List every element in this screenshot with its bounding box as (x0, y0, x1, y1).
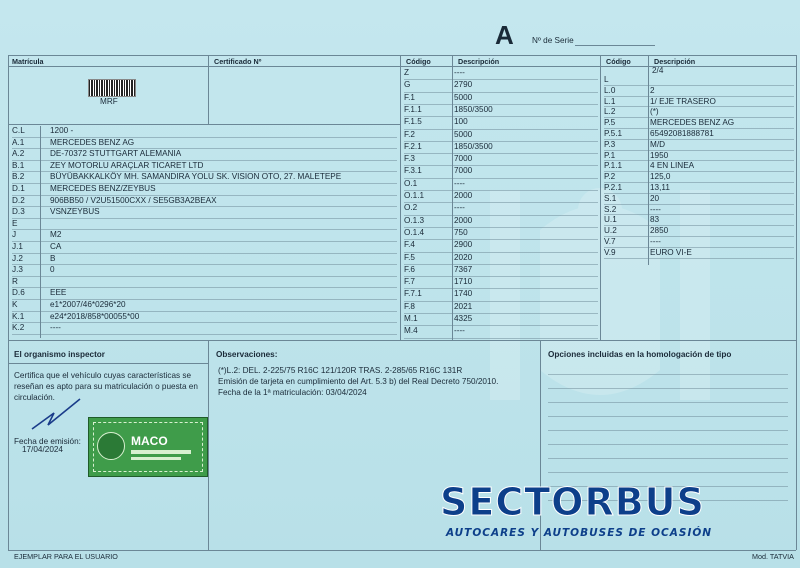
row-value: VSNZEYBUS (50, 207, 100, 217)
row-value: 1/ EJE TRASERO (650, 96, 716, 106)
data-row (404, 93, 472, 104)
row-value: EEE (50, 288, 67, 298)
row-value: 2000 (454, 215, 473, 225)
row-code: F.7.1 (404, 289, 422, 299)
row-code: F.2.1 (404, 141, 422, 151)
row-value: MERCEDES BENZ AG (650, 118, 735, 128)
data-row (404, 240, 472, 251)
opciones-rule (548, 402, 788, 403)
row-code: J.3 (12, 265, 23, 275)
row-value: 2000 (454, 191, 473, 200)
row-code: F.2 (404, 129, 415, 139)
data-row (404, 265, 472, 276)
row-value: 1950 (650, 150, 669, 160)
row-value: ---- (650, 204, 661, 214)
row-value: 0 (50, 265, 55, 275)
data-row (404, 179, 465, 190)
matricula-label: Matrícula (12, 57, 44, 66)
data-row (404, 191, 472, 202)
fecha-value: 17/04/2024 (22, 445, 63, 454)
sectorbus-tagline: AUTOCARES Y AUTOBUSES DE OCASIÓN (446, 527, 713, 539)
row-code: F.8 (404, 301, 415, 311)
data-row (12, 300, 126, 311)
row-code: F.4 (404, 240, 415, 250)
row-code: P.1.1 (604, 161, 623, 171)
row-code: D.3 (12, 207, 25, 217)
row-value: 906BB50 / V2U51500CXX / SE5GB3A2BEAX (50, 195, 217, 205)
inspection-stamp (88, 417, 208, 477)
data-row (404, 80, 472, 91)
data-row (404, 142, 493, 153)
row-code: V.9 (604, 247, 616, 257)
row-value: 5000 (454, 92, 473, 102)
row-value: 5000 (454, 129, 473, 139)
row-code: L.1 (604, 96, 616, 106)
row-value: 125,0 (650, 172, 671, 182)
data-row (404, 166, 472, 177)
opciones-rule (548, 388, 788, 389)
row-value: 2790 (454, 80, 473, 90)
row-value: 100 (454, 117, 468, 127)
row-code: K (12, 300, 18, 309)
row-code: O.1.1 (404, 191, 425, 200)
row-code: P.3 (604, 139, 616, 149)
data-row (404, 314, 472, 325)
data-row (12, 138, 134, 149)
row-value: 83 (650, 215, 660, 225)
opciones-title: Opciones incluidas en la homologación de tipo (548, 350, 732, 359)
data-row (12, 312, 139, 323)
data-row (12, 172, 341, 183)
data-row (404, 228, 468, 239)
row-code: L.0 (604, 85, 616, 95)
row-value: 4 EN LINEA (650, 161, 695, 171)
barcode (88, 79, 136, 97)
row-code: B.1 (12, 160, 25, 170)
row-code: D.2 (12, 195, 25, 205)
right-desc-header: Descripción (654, 57, 696, 66)
data-row (404, 277, 472, 288)
data-row (12, 242, 61, 253)
row-value: 7367 (454, 264, 473, 274)
right-top-value: 2/4 (652, 66, 664, 75)
row-code: S.1 (604, 193, 617, 203)
row-value: e1*2007/46*0296*20 (50, 300, 126, 309)
mid-code-header: Código (406, 57, 431, 66)
data-row (404, 117, 468, 128)
row-code: O.1 (404, 178, 418, 188)
row-code: F.6 (404, 264, 415, 274)
footer-left: EJEMPLAR PARA EL USUARIO (14, 552, 118, 561)
data-row (12, 126, 73, 137)
row-code: P.2 (604, 172, 616, 182)
row-value: 7000 (454, 166, 473, 176)
row-value: 65492081888781 (650, 129, 714, 138)
row-value: 4325 (454, 314, 473, 323)
row-value: MERCEDES BENZ AG (50, 137, 135, 147)
data-row (12, 161, 203, 172)
data-row (404, 68, 465, 79)
row-code: K.2 (12, 323, 25, 333)
row-code: F.7 (404, 277, 415, 287)
data-row (12, 323, 61, 334)
row-value: 2850 (650, 226, 669, 236)
row-value: 13,11 (650, 183, 670, 192)
data-row (404, 216, 472, 227)
barcode-caption: MRF (100, 97, 118, 106)
opciones-rule (548, 430, 788, 431)
series-letter: A (495, 20, 514, 50)
row-value: 7000 (454, 154, 473, 164)
row-code: P.1 (604, 150, 616, 160)
row-value: M/D (650, 139, 666, 149)
row-code: E (12, 218, 18, 228)
row-code: J (12, 230, 17, 240)
opciones-rule (548, 416, 788, 417)
data-row (404, 302, 472, 313)
observaciones-line-1: (*)L.2: DEL. 2-225/75 R16C 121/120R TRAS. 2-285/65 R16C 131R (218, 366, 463, 375)
row-code: P.5 (604, 118, 616, 128)
row-value: ---- (454, 326, 465, 336)
row-value: 2020 (454, 252, 473, 262)
data-row (404, 105, 493, 116)
row-code: F.1.5 (404, 117, 422, 127)
opciones-rule (548, 472, 788, 473)
row-code: A.2 (12, 149, 25, 159)
row-value: 1850/3500 (454, 141, 493, 151)
row-code: J.1 (12, 242, 23, 251)
row-code: J.2 (12, 253, 23, 263)
row-value: 1850/3500 (454, 104, 493, 114)
row-value: B (50, 253, 56, 263)
data-row (12, 265, 55, 276)
observaciones-title: Observaciones: (216, 350, 278, 359)
data-row (404, 154, 472, 165)
data-row (404, 326, 465, 337)
signature (28, 395, 88, 435)
opciones-rule (548, 374, 788, 375)
mid-desc-header: Descripción (458, 57, 500, 66)
row-code: G (404, 80, 411, 90)
sectorbus-logo: SECTORBUS (440, 480, 705, 524)
row-code: R (12, 276, 18, 286)
row-value: 20 (650, 193, 660, 203)
observaciones-line-2: Emisión de tarjeta en cumplimiento del Art. 5.3 b) del Real Decreto 750/2010. (218, 377, 499, 386)
data-row (12, 149, 181, 160)
row-value: DE-70372 STUTTGART ALEMANIA (50, 149, 182, 159)
row-code: D.1 (12, 184, 25, 193)
row-value: ZEY MOTORLU ARAÇLAR TICARET LTD (50, 160, 204, 170)
row-code: F.1 (404, 92, 415, 102)
data-row (12, 254, 55, 265)
row-code: V.7 (604, 237, 616, 246)
row-value: CA (50, 242, 62, 251)
row-code: O.1.4 (404, 227, 425, 237)
row-value: ---- (454, 178, 465, 188)
row-value: 1740 (454, 289, 473, 299)
row-code: M.1 (404, 314, 418, 323)
row-code: F.5 (404, 252, 415, 262)
row-code: F.3 (404, 154, 415, 164)
row-value: 2900 (454, 240, 473, 250)
data-row (12, 277, 50, 288)
row-value: M2 (50, 230, 62, 240)
row-code: L (604, 75, 609, 84)
data-row (12, 184, 156, 195)
row-code: Z (404, 68, 410, 77)
row-value: 2 (650, 85, 655, 95)
row-code: U.1 (604, 215, 617, 225)
row-code: O.1.3 (404, 215, 425, 225)
row-code: B.2 (12, 172, 25, 182)
row-value: ---- (454, 203, 465, 213)
row-value: e24*2018/858*00055*00 (50, 311, 140, 321)
row-value: ---- (650, 237, 661, 246)
row-value: ---- (50, 323, 61, 333)
row-code: S.2 (604, 204, 617, 214)
data-row (404, 289, 472, 300)
row-value: 2021 (454, 301, 473, 311)
row-value: 1200 - (50, 126, 74, 135)
row-code: O.2 (404, 203, 418, 213)
inspector-title: El organismo inspector (14, 350, 105, 359)
row-code: F.1.1 (404, 104, 422, 114)
observaciones-line-3: Fecha de la 1ª matriculación: 03/04/2024 (218, 388, 367, 397)
row-code: F.3.1 (404, 166, 422, 176)
row-code: M.4 (404, 326, 418, 336)
right-code-header: Código (606, 57, 631, 66)
inspector-text: Certifica que el vehículo cuyas características se reseñan es apto para su matriculación o puesta en circulación. (14, 371, 198, 402)
footer-right: Mod. TATVIA (752, 552, 794, 561)
row-value: BÜYÜBAKKALKÖY MH. SAMANDIRA YOLU SK. VISION OTO, 27. MALETEPE (50, 172, 342, 182)
row-code: K.1 (12, 311, 25, 321)
fecha-label: Fecha de emisión: (14, 437, 81, 446)
series-label: Nº de Serie (532, 36, 574, 45)
certificado-label: Certificado Nº (214, 57, 262, 66)
data-row (12, 230, 61, 241)
row-code: U.2 (604, 226, 617, 236)
row-value: EURO VI-E (650, 247, 692, 257)
row-code: A.1 (12, 137, 25, 147)
row-code: P.2.1 (604, 183, 623, 192)
data-row (12, 288, 66, 299)
data-row (12, 196, 217, 207)
row-value: 1710 (454, 277, 473, 287)
row-code: D.6 (12, 288, 25, 298)
row-value: MERCEDES BENZ/ZEYBUS (50, 184, 156, 193)
row-value: ---- (454, 68, 465, 77)
row-value: 750 (454, 227, 468, 237)
stamp-brand: MACO (131, 434, 168, 448)
row-code: L.2 (604, 107, 616, 117)
data-row (404, 253, 472, 264)
data-row (404, 203, 465, 214)
data-row (12, 207, 100, 218)
data-row (12, 219, 50, 230)
data-row (404, 130, 472, 141)
row-code: P.5.1 (604, 129, 623, 138)
opciones-rule (548, 444, 788, 445)
row-code: C.L (12, 126, 25, 135)
row-value: (*) (650, 107, 659, 117)
opciones-rule (548, 458, 788, 459)
